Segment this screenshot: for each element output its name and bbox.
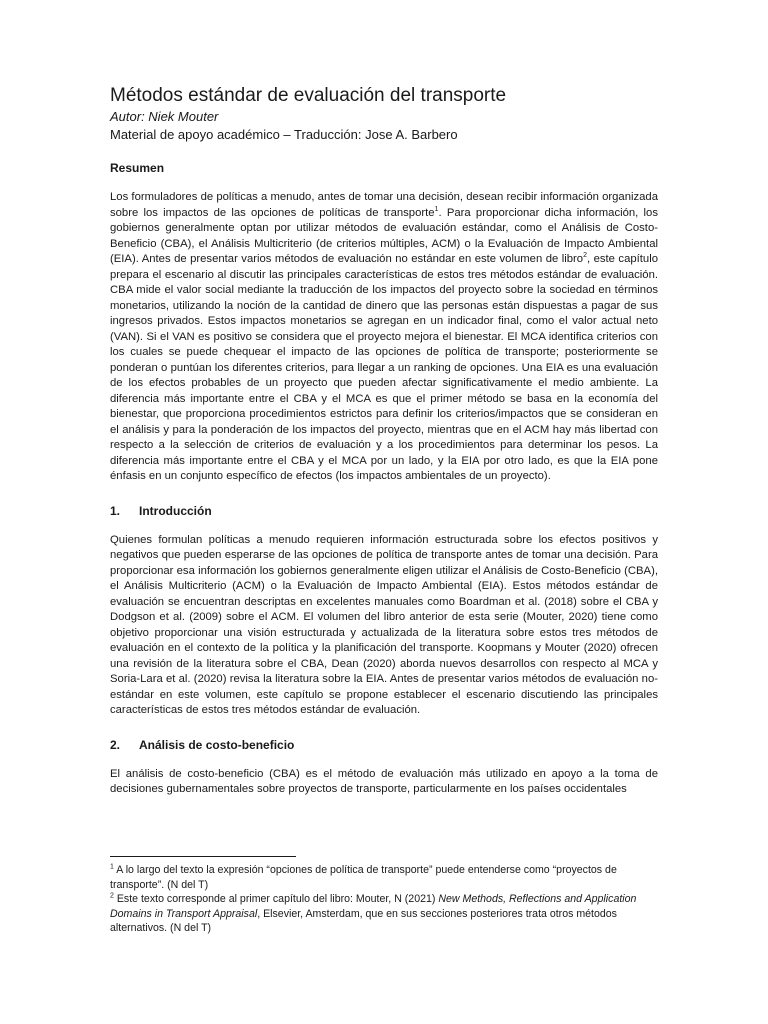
section-1-title: Introducción — [139, 503, 212, 518]
footnote-2-text-before: Este texto corresponde al primer capítulo del libro: Mouter, N (2021) — [113, 893, 439, 905]
resumen-text-1: Los formuladores de políticas a menudo, antes de tomar una decisión, desean recibir información organizada sobre los impactos de las opciones de políticas de transporte — [110, 191, 658, 219]
section-2-paragraph: El análisis de costo-beneficio (CBA) es el método de evaluación más utilizado en apoyo a la toma de decisiones gubernamentales sobre proyectos de transporte, particularmente en los países occidentales — [110, 767, 658, 795]
document-subtitle: Material de apoyo académico – Traducción: Jose A. Barbero — [110, 127, 458, 142]
footnote-2-text-after: , Elsevier, Amsterdam, que en sus secciones posteriores trata otros métodos alternativos. (N del T) — [110, 907, 617, 934]
footnotes — [110, 863, 658, 936]
footnote-ref-2[interactable]: 2 — [583, 252, 587, 260]
footnote-1-marker: 1 — [110, 863, 114, 871]
footnote-2 — [110, 892, 658, 936]
footnote-ref-1[interactable]: 1 — [434, 205, 439, 213]
section-1-paragraph: Quienes formulan políticas a menudo requieren información estructurada sobre los efectos positivos y negativos que pueden esperarse de las opciones de política de transporte antes de tomar una decisión. Para proporcionar esa información los gobiernos generalmente eligen utilizar el Análisis de Costo-Beneficio (CBA), el Análisis Multicriterio (ACM) o la Evaluación de Impacto Ambiental (EIA). Estos métodos estándar de evaluación se encuentran descriptas en excelentes manuales como Boardman et al. (2018) sobre el CBA y Dodgson et al. (2009) sobre el ACM. El volumen del libro anterior de esta serie (Mouter, 2020) tiene como objetivo proporcionar una visión estructurada y actualizada de la literatura sobre estos tres métodos de evaluación en el contexto de la política y la planificación del transporte. Koopmans y Mouter (2020) ofrecen una revisión de la literatura sobre el CBA, Dean (2020) aborda nuevos desarrollos con respecto al MCA y Soria-Lara et al. (2020) revisa la literatura sobre la EIA. Antes de presentar varios métodos de evaluación no-estándar en este volumen, este capítulo se propone establecer el escenario discutiendo las principales características de estos tres métodos estándar de evaluación. — [110, 533, 658, 716]
section-2-number: 2. — [110, 737, 121, 752]
resumen-text-3: , este capítulo prepara el escenario al discutir las principales características de estos tres métodos estándar de evaluación. CBA mide el valor social mediante la traducción de los impactos del proyecto sobre la sociedad en términos monetarios, utilizando la noción de la cantidad de dinero que las personas están dispuestas a pagar de sus ingresos privados. Estos impactos monetarios se agregan en un indicador final, como el valor actual neto (VAN). Si el VAN es positivo se considera que el proyecto mejora el bienestar. El MCA identifica criterios con los cuales se puede chequear el impacto de las opciones de política de transporte; posteriormente se ponderan o puntúan los diferentes criterios, para llegar a un ranking de opciones. Una EIA es una evaluación de los efectos probables de un proyecto que pueden afectar significativamente el medio ambiente. La diferencia más importante entre el CBA y el MCA es que el primer método se basa en la economía del bienestar, que proporciona procedimientos estrictos para definir los criterios/impactos que se consideran en el análisis y para la ponderación de los impactos del proyecto, mientras que en el ACM hay más libertad con respecto a la selección de criterios de evaluación y a los procedimientos para determinar los pesos. La diferencia más importante entre el CBA y el MCA por un lado, y la EIA por otro lado, es que la EIA pone énfasis en un conjunto específico de efectos (los impactos ambientales de un proyecto). — [110, 253, 658, 482]
footnote-2-marker: 2 — [110, 892, 114, 900]
footnote-1 — [110, 863, 658, 892]
resumen-text-2: . Para proporcionar dicha información, los gobiernos generalmente optan por utilizar métodos de evaluación estándar, como el Análisis de Costo-Beneficio (CBA), el Análisis Multicriterio (de criterios múltiples, ACM) o la Evaluación de Impacto Ambiental (EIA). Antes de presentar varios métodos de evaluación no estándar en este volumen de libro — [110, 206, 658, 265]
document-page — [110, 84, 658, 798]
footnote-2-book-title: New Methods, Reflections and Application Domains in Transport Appraisal — [110, 893, 637, 920]
section-2-heading — [110, 737, 658, 753]
document-title: Métodos estándar de evaluación del transporte — [110, 85, 507, 106]
section-1-number: 1. — [110, 503, 121, 518]
section-2-title: Análisis de costo-beneficio — [139, 737, 295, 752]
resumen-paragraph — [110, 190, 658, 485]
footnote-1-text: A lo largo del texto la expresión “opciones de política de transporte” puede entenderse como “proyectos de transporte”. (N del T) — [110, 864, 617, 891]
footnote-separator — [110, 856, 296, 857]
document-author: Autor: Niek Mouter — [110, 109, 219, 124]
resumen-heading: Resumen — [110, 161, 165, 175]
section-1-heading — [110, 503, 658, 519]
